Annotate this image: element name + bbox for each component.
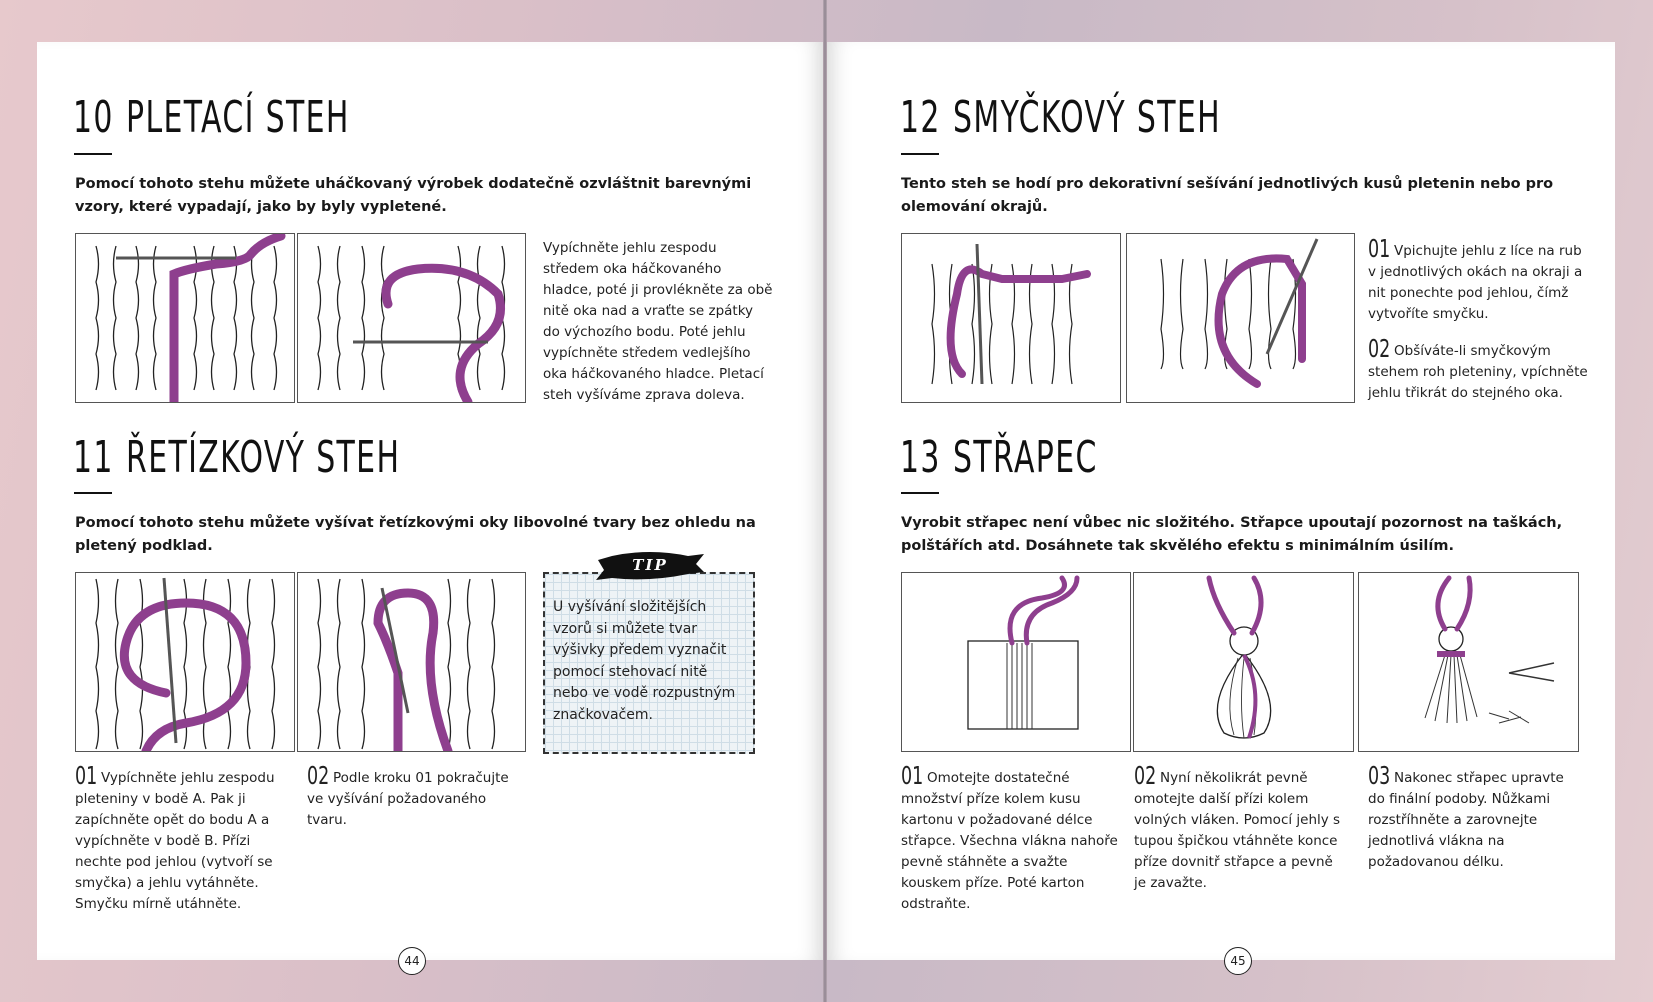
section-13-lead: Vyrobit střapec není vůbec nic složitého. Střapce upoutají pozornost na taškách, polštářích atd. Dosáhnete tak skvělého efektu s minimálním úsilím.: [901, 515, 1563, 554]
illustration-knit-stitch-1: [75, 233, 295, 403]
section-11-step-1: 01 Vypíchněte jehlu zespodu pleteniny v bodě A. Pak ji zapíchněte opět do bodu A a vypíchněte v bodě B. Přízi nechte pod jehlou (vytvoří se smyčka) a jehlu vytáhněte. Smyčku mírně utáhněte.: [75, 761, 275, 912]
illustration-blanket-stitch-1: [901, 233, 1121, 403]
section-10-heading: 10 PLETACÍ STEH: [73, 92, 350, 143]
section-13-step-1: 01 Omotejte dostatečné množství příze kolem kusu kartonu v požadované délce střapce. Všechna vlákna nahoře pevně stáhněte a svažte kouskem příze. Poté karton odstraňte.: [901, 761, 1118, 912]
illustration-chain-stitch-1: [75, 572, 295, 752]
section-12-step-2: 02 Obšíváte-li smyčkovým stehem roh pleteniny, vpíchněte jehlu třikrát do stejného oka.: [1368, 334, 1588, 401]
section-13-step-3: 03 Nakonec střapec upravte do finální podoby. Nůžkami rozstříhněte a zarovnejte jednotlivá vlákna na požadovanou délku.: [1368, 761, 1564, 870]
section-11-heading: 11 ŘETÍZKOVÝ STEH: [73, 432, 401, 483]
page-number-right: 45: [1224, 947, 1252, 975]
page-number-left: 44: [398, 947, 426, 975]
tip-banner: [592, 550, 708, 584]
section-12-step-1: 01 Vpichujte jehlu z líce na rub v jednotlivých okách na okraji a nit ponechte pod jehlou, čímž vytvoříte smyčku.: [1368, 234, 1583, 322]
illustration-knit-stitch-2: [297, 233, 526, 403]
heading-underline: [901, 492, 939, 494]
illustration-tassel-1: [901, 572, 1131, 752]
section-11-lead: Pomocí tohoto stehu můžete vyšívat řetízkovými oky libovolné tvary bez ohledu na pletený podklad.: [75, 515, 756, 554]
section-11-step-2: 02 Podle kroku 01 pokračujte ve vyšívání požadovaného tvaru.: [307, 761, 509, 828]
tip-text: U vyšívání složitějších vzorů si můžete tvar výšivky předem vyznačit pomocí stehovací nitě nebo ve vodě rozpustným značkovačem.: [553, 599, 736, 723]
heading-underline: [74, 492, 112, 494]
section-12-heading: 12 SMYČKOVÝ STEH: [900, 92, 1222, 143]
heading-underline: [901, 153, 939, 155]
section-13-heading: 13 STŘAPEC: [900, 432, 1098, 483]
section-10-body: Vypíchněte jehlu zespodu středem oka háčkovaného hladce, poté ji provlékněte za obě nitě oka nad a vraťte se zpátky do výchozího bodu. Poté jehlu vypíchněte středem vedlejšího oka háčkovaného hladce. Pletací steh vyšíváme zprava doleva.: [543, 240, 773, 403]
section-12-lead: Tento steh se hodí pro dekorativní sešívání jednotlivých kusů pletenin nebo pro olemování okrajů.: [901, 176, 1554, 215]
illustration-tassel-2: [1133, 572, 1354, 752]
tip-label: TIP: [632, 556, 668, 574]
section-13-step-2: 02 Nyní několikrát pevně omotejte další přízi kolem volných vláken. Pomocí jehly s tupou špičkou vtáhněte konce příze dovnitř střapce a pevně je zavažte.: [1134, 761, 1341, 891]
heading-underline: [74, 153, 112, 155]
illustration-blanket-stitch-2: [1126, 233, 1355, 403]
section-10-lead: Pomocí tohoto stehu můžete uháčkovaný výrobek dodatečně ozvláštnit barevnými vzory, které vypadají, jako by byly vypletené.: [75, 176, 752, 215]
book-gutter: [823, 0, 827, 1002]
illustration-tassel-3: [1358, 572, 1579, 752]
illustration-chain-stitch-2: [297, 572, 526, 752]
